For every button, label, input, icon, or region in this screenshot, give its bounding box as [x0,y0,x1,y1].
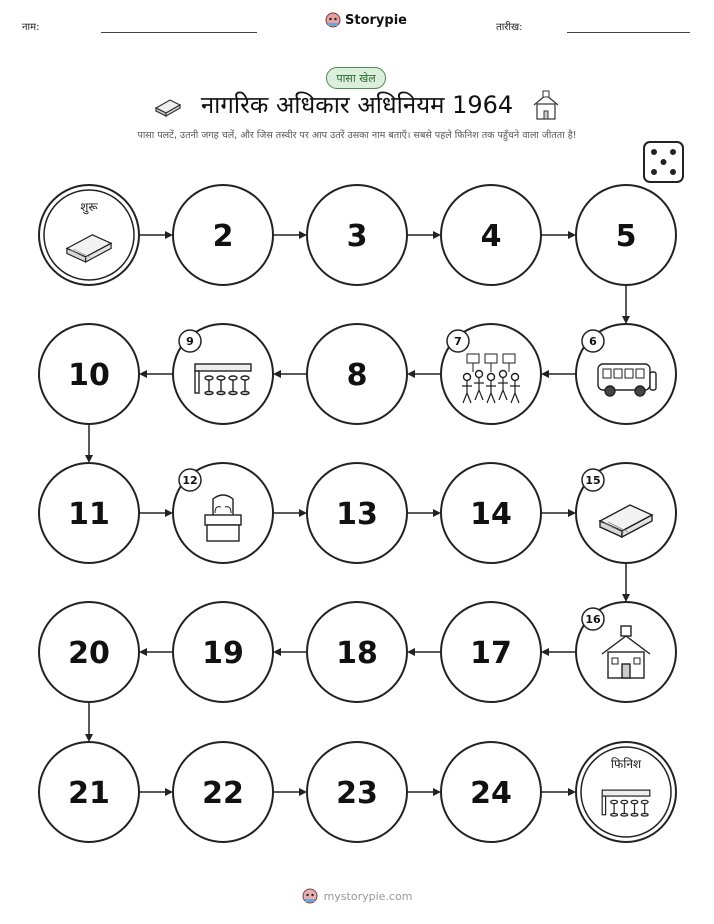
space-number: 18 [336,636,378,671]
space-number: 20 [68,636,110,671]
name-label: नाम: [22,22,40,33]
game-type-badge: पासा खेल [326,67,386,89]
space-number: 10 [68,358,110,393]
board-space-5[interactable] [576,185,676,285]
page-title-text: नागरिक अधिकार अधिनियम 1964 [200,91,514,119]
svg-text:9: 9 [186,335,194,348]
space-number: 14 [470,497,512,532]
space-number: 13 [336,497,378,532]
board-space-11[interactable] [39,463,139,563]
space-number: 22 [202,776,244,811]
space-number: 4 [480,219,502,254]
svg-text:6: 6 [589,335,597,348]
board-space-22[interactable] [173,742,273,842]
board-space-13[interactable] [307,463,407,563]
board-space-6[interactable] [576,324,676,424]
board-space-2[interactable] [173,185,273,285]
board-space-8[interactable] [307,324,407,424]
start-space[interactable] [39,185,139,285]
footer-url: mystorypie.com [323,889,413,903]
board-space-16[interactable] [576,602,676,702]
board-space-14[interactable] [441,463,541,563]
space-number: 24 [470,776,512,811]
finish-space[interactable] [576,742,676,842]
dice-icon [644,142,683,182]
svg-text:15: 15 [585,474,601,487]
board-space-12[interactable] [173,463,273,563]
board-spaces [39,185,676,842]
board-space-19[interactable] [173,602,273,702]
board-space-24[interactable] [441,742,541,842]
board-space-10[interactable] [39,324,139,424]
finish-label: फिनिश [610,757,642,771]
board-space-15[interactable] [576,463,676,563]
space-number-badge [582,608,604,630]
date-label: तारीख: [496,22,523,33]
board-space-21[interactable] [39,742,139,842]
board-space-20[interactable] [39,602,139,702]
board-space-3[interactable] [307,185,407,285]
brand-name: Storypie [345,12,407,28]
footer [0,888,714,904]
svg-text:16: 16 [585,613,601,626]
start-label: शुरू [80,200,98,214]
space-number: 8 [346,358,368,393]
storypie-mascot-icon [302,888,318,904]
board-space-4[interactable] [441,185,541,285]
space-number-badge [582,469,604,491]
space-number: 19 [202,636,244,671]
board-space-9[interactable] [173,324,273,424]
board-space-7[interactable] [441,324,541,424]
svg-text:12: 12 [182,474,198,487]
space-number: 2 [212,219,234,254]
board-space-17[interactable] [441,602,541,702]
board-space-23[interactable] [307,742,407,842]
space-number: 5 [615,219,637,254]
space-number: 3 [346,219,368,254]
space-number-badge [447,330,469,352]
space-number: 23 [336,776,378,811]
space-number-badge [179,330,201,352]
space-number-badge [179,469,201,491]
space-number-badge [582,330,604,352]
svg-text:7: 7 [454,335,462,348]
instructions: पासा पलटें, उतनी जगह चलें, और जिस तस्वीर पर आप उतरें उसका नाम बताएँ। सबसे पहले फिनिश तक पहुँचने वाला जीतता है! [137,130,577,141]
space-number: 11 [68,497,110,532]
space-number: 21 [68,776,110,811]
board-space-18[interactable] [307,602,407,702]
space-number: 17 [470,636,512,671]
